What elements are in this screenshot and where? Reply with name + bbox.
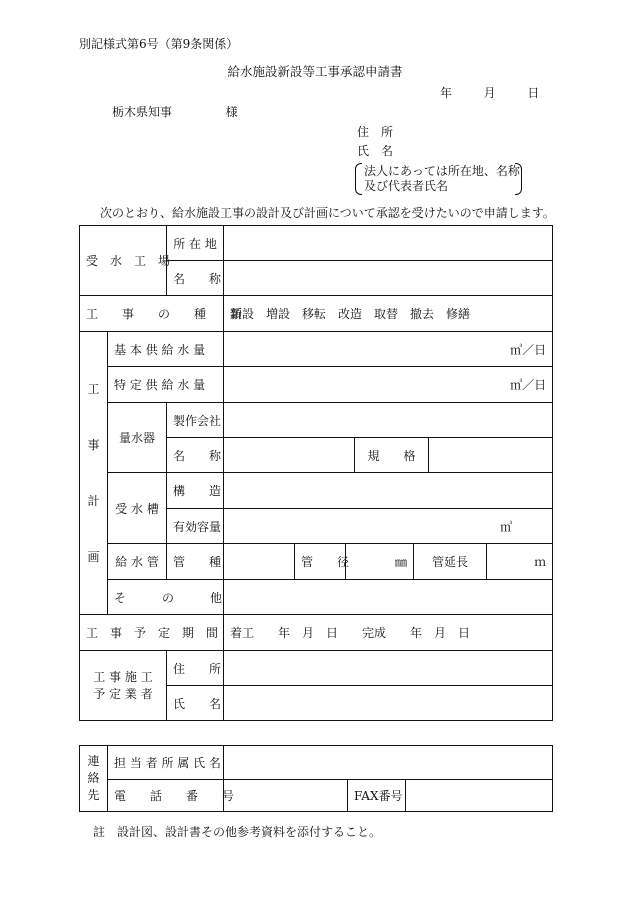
special-supply-label: 特 定 供 給 水 量 [108,367,224,403]
form-number-label: 別記様式第6号（第9条関係） [79,37,239,51]
pipe-length-label: 管延長 [414,544,487,580]
meter-label: 量水器 [108,403,167,473]
spec-label: 規 格 [355,438,429,473]
location-field[interactable] [224,226,553,261]
date-year: 年 [440,86,453,100]
receiver-name-label: 名 称 [167,261,224,296]
contractor-name-field[interactable] [224,686,553,721]
capacity-unit: ㎥ [500,519,513,534]
other-label: そ の 他 [108,580,224,615]
fax-field[interactable] [406,780,553,812]
base-supply-unit: ㎥／日 [510,342,547,357]
pipe-diameter-label: 管 径 [295,544,346,580]
applicant-name-label: 氏 名 [357,144,394,158]
addressee-name: 栃木県知事 [112,105,173,119]
receiver-name-field[interactable] [224,261,553,296]
table-row [80,332,553,367]
footnote: 註 設計図、設計書その他参考資料を添付すること。 [93,825,382,839]
table-row [80,403,553,438]
table-row [80,296,553,332]
table-row [80,544,553,580]
pipe-label: 給 水 管 [108,544,167,580]
diameter-unit: ㎜ [395,555,408,569]
date-line [440,84,539,101]
meter-name-label: 名 称 [167,438,224,473]
table-row [80,367,553,403]
plan-char-3: 計 [87,494,100,508]
phone-field[interactable] [224,780,348,812]
person-field[interactable] [224,746,553,780]
pipe-diameter-field[interactable] [346,544,414,580]
addressee-suffix: 様 [225,105,238,119]
table-row [80,651,553,686]
spec-field[interactable] [429,438,553,473]
work-type-options[interactable]: 新設 増設 移転 改造 取替 撤去 修繕 [224,296,553,332]
pipe-type-field[interactable] [224,544,295,580]
table-row [80,615,553,651]
plan-group-label [80,332,108,615]
table-row [80,473,553,509]
special-supply-unit: ㎥／日 [510,378,547,392]
corporate-note [355,163,522,193]
schedule-label: 工 事 予 定 期 間 [80,615,224,651]
base-supply-label: 基 本 供 給 水 量 [108,332,224,367]
pipe-type-label: 管 種 [167,544,224,580]
table-row [80,226,553,261]
maker-label: 製作会社 [167,403,224,438]
contractor-group-label: 工 事 施 工 予 定 業 者 [80,651,167,721]
base-supply-field[interactable] [224,332,553,367]
contact-char-1: 連 [87,754,100,768]
application-table [79,225,553,721]
maker-field[interactable] [224,403,553,438]
contact-table [79,745,553,812]
document-title: 給水施設新設等工事承認申請書 [227,64,403,79]
pipe-length-field[interactable] [487,544,553,580]
contractor-address-label: 住 所 [167,651,224,686]
applicant-address-label: 住 所 [357,125,394,139]
table-row [80,746,553,780]
fax-label: FAX番号 [348,780,406,812]
structure-label: 構 造 [167,473,224,509]
receiver-group-label: 受 水 工 場 [80,226,167,296]
capacity-field[interactable] [224,509,553,544]
date-month: 月 [483,86,496,100]
date-day: 日 [527,86,540,100]
special-supply-field[interactable] [224,367,553,403]
contractor-address-field[interactable] [224,651,553,686]
meter-name-field[interactable] [224,438,355,473]
schedule-field[interactable]: 着工 年 月 日 完成 年 月 日 [224,615,553,651]
length-unit: ｍ [534,555,547,569]
contact-group-label [80,746,108,812]
other-field[interactable] [224,580,553,615]
table-row [80,780,553,812]
location-label: 所 在 地 [167,226,224,261]
table-row [80,580,553,615]
plan-char-2: 事 [87,438,100,452]
phone-label: 電 話 番 号 [108,780,224,812]
plan-char-1: 工 [87,382,100,396]
bracket-left [355,163,362,195]
intro-text: 次のとおり、給水施設工事の設計及び計画について承認を受けたいので申請します。 [100,206,555,220]
work-type-label: 工 事 の 種 類 [80,296,224,332]
capacity-label: 有効容量 [167,509,224,544]
tank-label: 受 水 槽 [108,473,167,544]
contact-char-2: 絡 [87,771,100,785]
contact-char-3: 先 [87,788,100,802]
addressee [112,103,238,120]
corporate-note-line1: 法人にあっては所在地、名称 [364,164,520,178]
corporate-note-line2: 及び代表者氏名 [364,179,449,193]
person-label: 担 当 者 所 属 氏 名 [108,746,224,780]
plan-char-4: 画 [87,550,100,564]
contractor-name-label: 氏 名 [167,686,224,721]
structure-field[interactable] [224,473,553,509]
